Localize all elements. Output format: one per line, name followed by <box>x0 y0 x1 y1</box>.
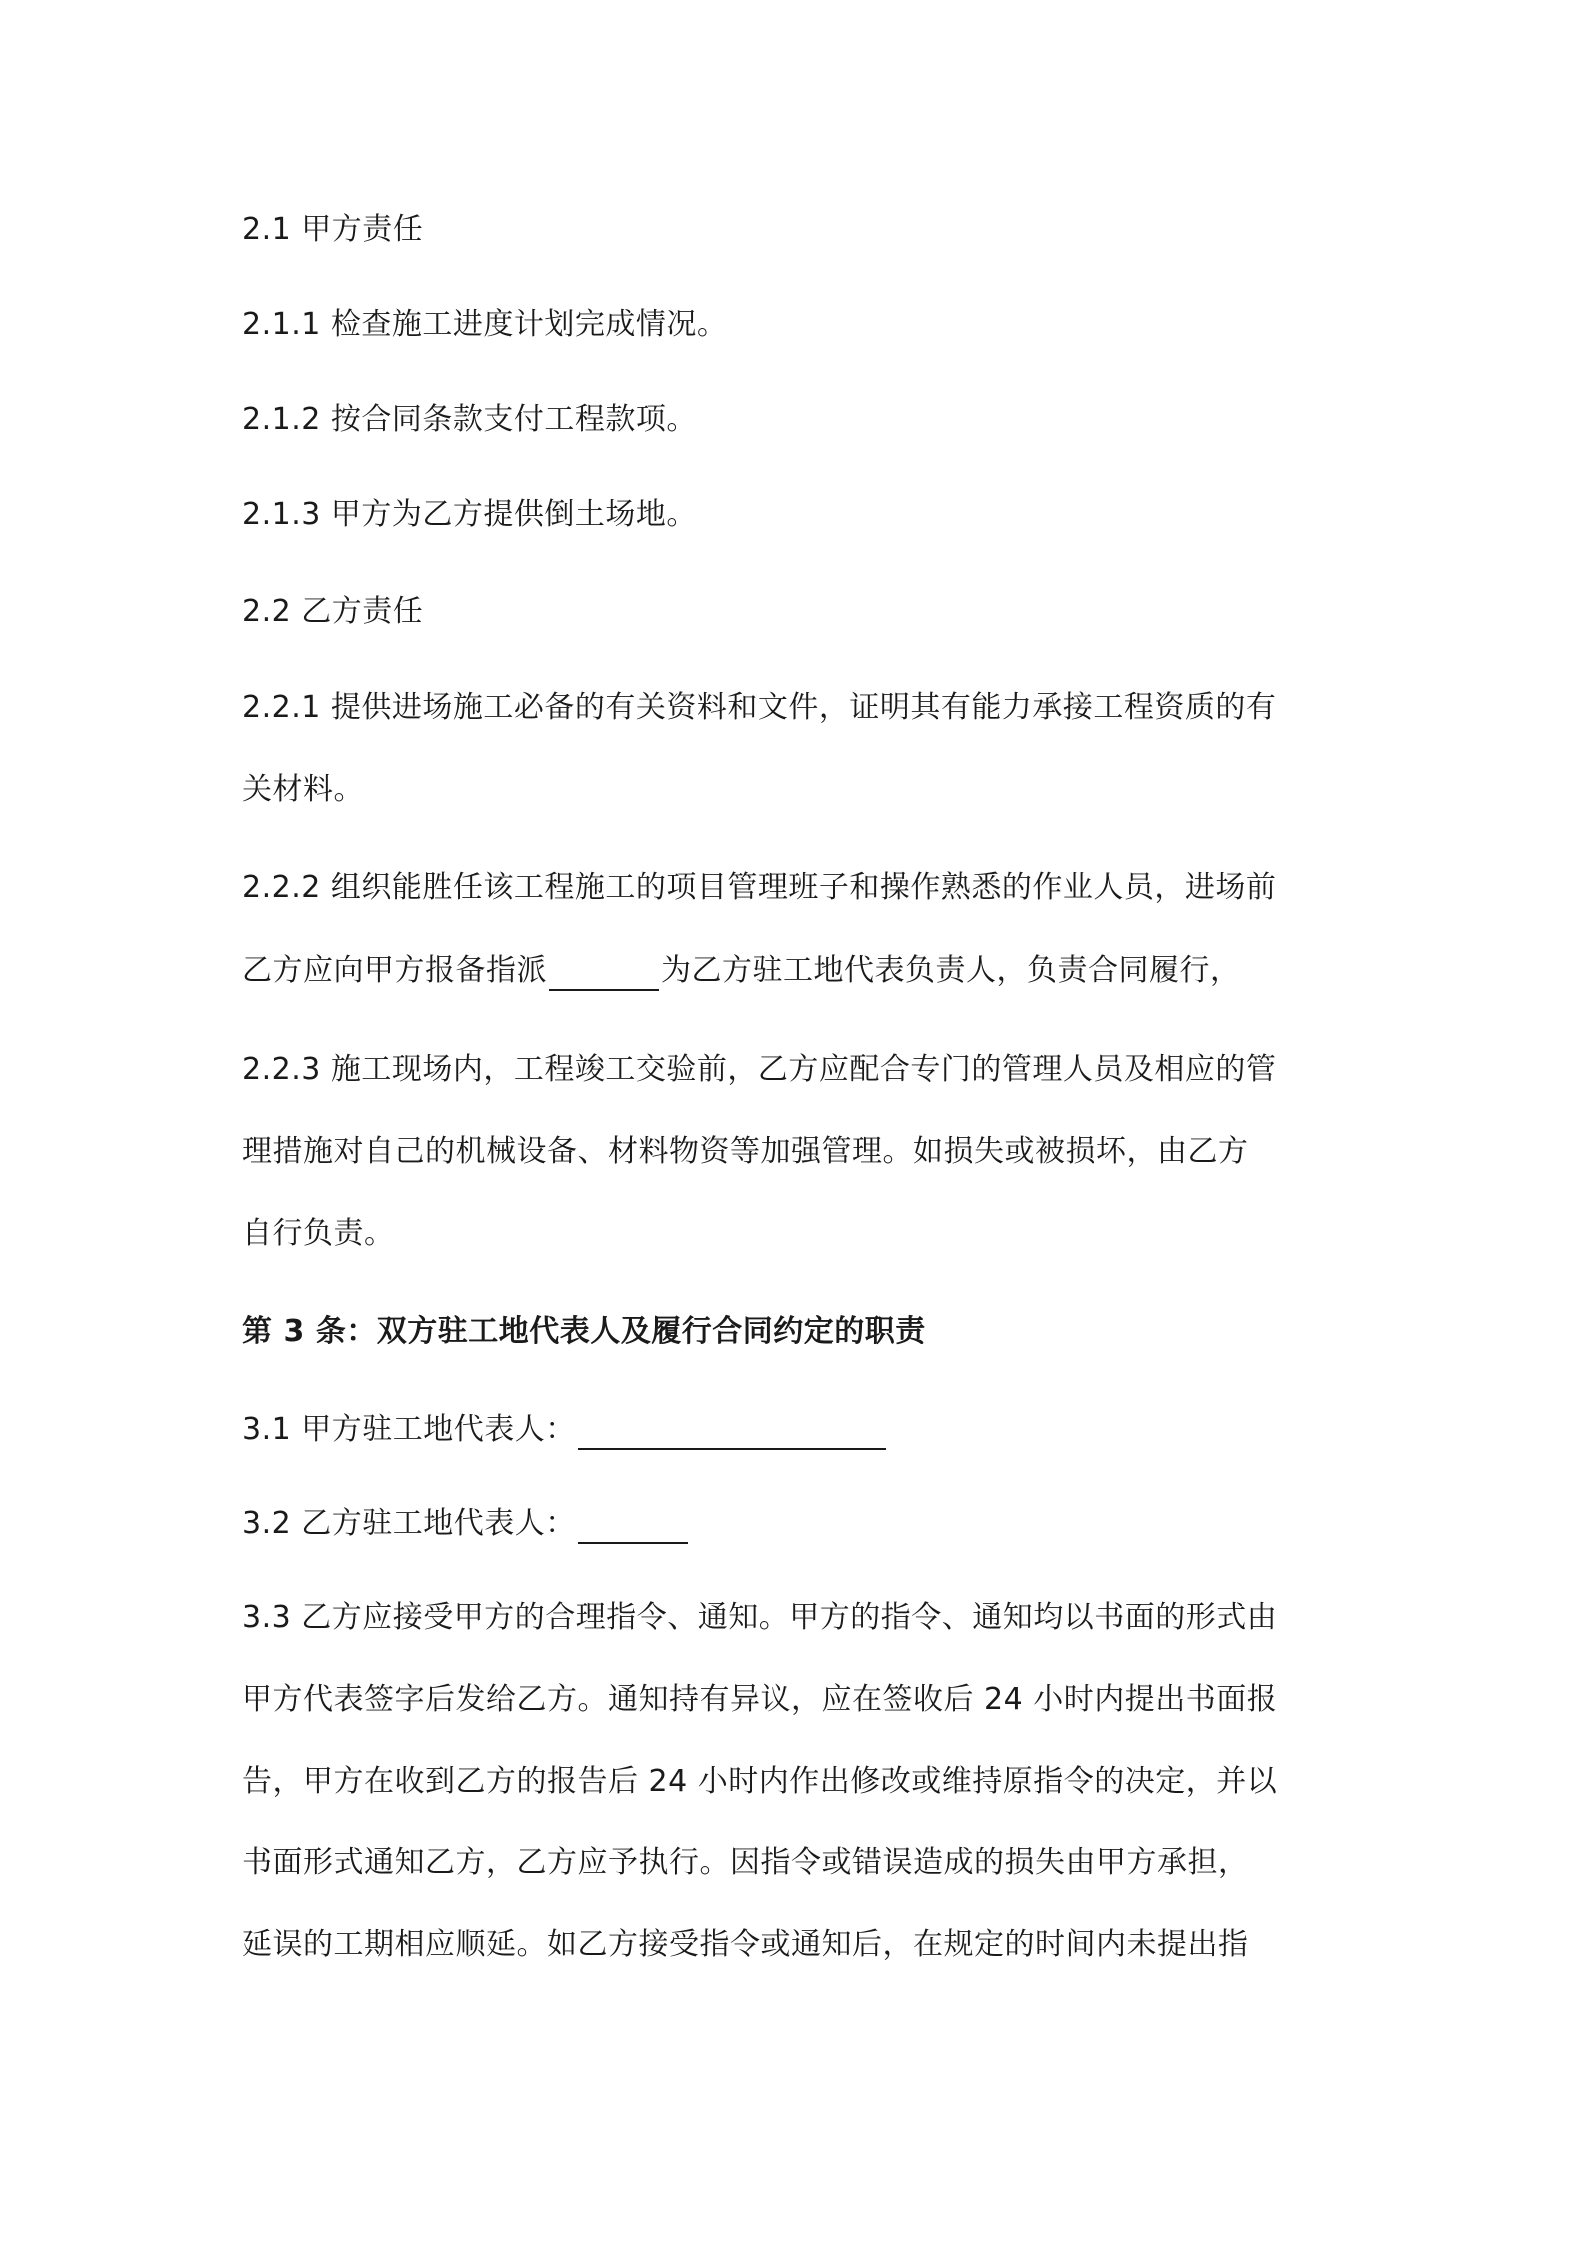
clause-3-3-line-5: 延误的工期相应顺延。如乙方接受指令或通知后，在规定的时间内未提出指 <box>242 1927 1249 1962</box>
clause-3-3-line-4: 书面形式通知乙方，乙方应予执行。因指令或错误造成的损失由甲方承担， <box>242 1845 1249 1880</box>
clause-3-2-label: 3.2 乙方驻工地代表人： <box>242 1506 576 1541</box>
clause-3-1-label: 3.1 甲方驻工地代表人： <box>242 1412 576 1447</box>
clause-2-1-3: 2.1.3 甲方为乙方提供倒土场地。 <box>242 497 697 532</box>
clause-2-1-1: 2.1.1 检查施工进度计划完成情况。 <box>242 307 728 342</box>
clause-3-3-line-2: 甲方代表签字后发给乙方。通知持有异议，应在签收后 24 小时内提出书面报 <box>242 1682 1278 1717</box>
representative-blank <box>549 957 659 991</box>
clause-3-1 <box>242 1410 888 1450</box>
clause-2-2-2-text-before-blank: 乙方应向甲方报备指派 <box>242 953 547 988</box>
article-3-heading: 第 3 条：双方驻工地代表人及履行合同约定的职责 <box>242 1314 926 1349</box>
clause-2-2-2-line-2 <box>242 951 1241 991</box>
clause-2-1-2: 2.1.2 按合同条款支付工程款项。 <box>242 402 697 437</box>
clause-2-2-3-line-2: 理措施对自己的机械设备、材料物资等加强管理。如损失或被损坏，由乙方 <box>242 1134 1249 1169</box>
clause-2-2-2-text-after-blank: 为乙方驻工地代表负责人，负责合同履行， <box>661 953 1241 988</box>
clause-2-2-3-line-1: 2.2.3 施工现场内，工程竣工交验前，乙方应配合专门的管理人员及相应的管 <box>242 1052 1277 1087</box>
clause-2-1-heading: 2.1 甲方责任 <box>242 212 424 247</box>
clause-2-2-2-line-1: 2.2.2 组织能胜任该工程施工的项目管理班子和操作熟悉的作业人员，进场前 <box>242 870 1277 905</box>
party-a-representative-blank <box>578 1416 886 1450</box>
clause-3-3-line-3: 告，甲方在收到乙方的报告后 24 小时内作出修改或维持原指令的决定，并以 <box>242 1764 1278 1799</box>
clause-3-3-line-1: 3.3 乙方应接受甲方的合理指令、通知。甲方的指令、通知均以书面的形式由 <box>242 1600 1278 1635</box>
clause-2-2-1-line-1: 2.2.1 提供进场施工必备的有关资料和文件，证明其有能力承接工程资质的有 <box>242 690 1277 725</box>
clause-2-2-3-line-3: 自行负责。 <box>242 1216 395 1251</box>
clause-2-2-1-line-2: 关材料。 <box>242 772 364 807</box>
clause-2-2-heading: 2.2 乙方责任 <box>242 594 424 629</box>
party-b-representative-blank <box>578 1510 688 1544</box>
clause-3-2 <box>242 1504 690 1544</box>
